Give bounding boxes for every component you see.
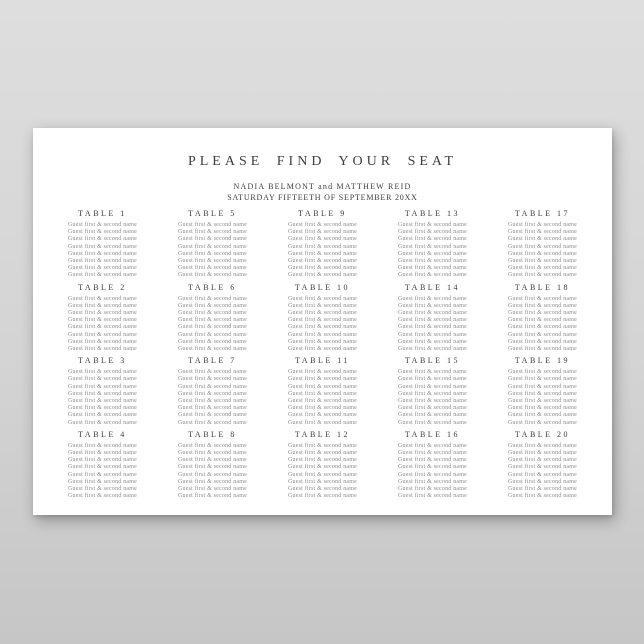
guest-name-line: Guest first & second name — [288, 302, 357, 309]
guest-name-line: Guest first & second name — [288, 376, 357, 383]
guest-name-line: Guest first & second name — [508, 464, 577, 471]
guest-name-line: Guest first & second name — [398, 236, 467, 243]
guest-name-line: Guest first & second name — [398, 295, 467, 302]
guest-name-line: Guest first & second name — [178, 405, 247, 412]
guest-name-line: Guest first & second name — [508, 478, 577, 485]
table-label: TABLE 20 — [514, 429, 571, 439]
table-block — [273, 356, 373, 427]
guest-name-line: Guest first & second name — [508, 229, 577, 236]
guest-name-line: Guest first & second name — [398, 346, 467, 353]
guest-name-line: Guest first & second name — [398, 457, 467, 464]
guest-name-line: Guest first & second name — [178, 295, 247, 302]
guest-name-line: Guest first & second name — [508, 376, 577, 383]
table-block — [493, 283, 593, 354]
guest-name-line: Guest first & second name — [178, 464, 247, 471]
guest-name-line: Guest first & second name — [288, 450, 357, 457]
guest-name-line: Guest first & second name — [68, 229, 137, 236]
guest-name-line: Guest first & second name — [398, 250, 467, 257]
guest-name-line: Guest first & second name — [288, 486, 357, 493]
event-date: SATURDAY FIFTEETH OF SEPTEMBER 20XX — [227, 193, 418, 202]
guest-name-line: Guest first & second name — [288, 310, 357, 317]
guest-name-line: Guest first & second name — [508, 243, 577, 250]
guest-name-line: Guest first & second name — [178, 258, 247, 265]
guest-name-line: Guest first & second name — [68, 412, 137, 419]
guest-name-line: Guest first & second name — [398, 464, 467, 471]
guest-name-line: Guest first & second name — [68, 295, 137, 302]
guest-list — [53, 443, 153, 501]
guest-name-line: Guest first & second name — [178, 390, 247, 397]
guest-name-line: Guest first & second name — [68, 236, 137, 243]
guest-name-line: Guest first & second name — [288, 369, 357, 376]
guest-name-line: Guest first & second name — [508, 471, 577, 478]
guest-name-line: Guest first & second name — [398, 405, 467, 412]
guest-name-line: Guest first & second name — [288, 222, 357, 228]
guest-name-line: Guest first & second name — [398, 398, 467, 405]
guest-name-line: Guest first & second name — [68, 450, 137, 457]
guest-name-line: Guest first & second name — [68, 405, 137, 412]
guest-name-line: Guest first & second name — [178, 236, 247, 243]
guest-name-line: Guest first & second name — [288, 390, 357, 397]
guest-name-line: Guest first & second name — [508, 419, 577, 426]
table-block — [53, 430, 153, 501]
guest-list — [163, 296, 263, 354]
guest-list — [273, 222, 373, 280]
guest-name-line: Guest first & second name — [398, 478, 467, 485]
guest-name-line: Guest first & second name — [68, 390, 137, 397]
table-block — [493, 209, 593, 280]
guest-name-line: Guest first & second name — [288, 346, 357, 353]
couple-names: NADIA BELMONT and MATTHEW REID — [233, 182, 412, 191]
guest-name-line: Guest first & second name — [288, 412, 357, 419]
table-label: TABLE 7 — [188, 356, 237, 366]
guest-name-line: Guest first & second name — [288, 493, 357, 500]
table-block — [53, 209, 153, 280]
table-label: TABLE 18 — [514, 282, 571, 292]
table-label: TABLE 3 — [78, 356, 127, 366]
guest-name-line: Guest first & second name — [288, 295, 357, 302]
guest-name-line: Guest first & second name — [508, 383, 577, 390]
guest-name-line: Guest first & second name — [68, 419, 137, 426]
guest-name-line: Guest first & second name — [68, 324, 137, 331]
guest-name-line: Guest first & second name — [398, 302, 467, 309]
table-label: TABLE 1 — [78, 209, 127, 218]
guest-name-line: Guest first & second name — [178, 478, 247, 485]
guest-list — [383, 296, 483, 354]
guest-name-line: Guest first & second name — [178, 272, 247, 279]
guest-list — [493, 222, 593, 280]
guest-name-line: Guest first & second name — [68, 471, 137, 478]
guest-list — [273, 443, 373, 501]
table-label: TABLE 11 — [295, 356, 350, 366]
guest-name-line: Guest first & second name — [398, 369, 467, 376]
guest-name-line: Guest first & second name — [178, 412, 247, 419]
guest-name-line: Guest first & second name — [288, 464, 357, 471]
guest-name-line: Guest first & second name — [398, 471, 467, 478]
guest-name-line: Guest first & second name — [398, 272, 467, 279]
guest-name-line: Guest first & second name — [398, 383, 467, 390]
table-label: TABLE 5 — [188, 209, 237, 218]
guest-name-line: Guest first & second name — [178, 369, 247, 376]
guest-name-line: Guest first & second name — [288, 338, 357, 345]
guest-name-line: Guest first & second name — [288, 471, 357, 478]
guest-name-line: Guest first & second name — [68, 457, 137, 464]
guest-list — [273, 369, 373, 427]
guest-name-line: Guest first & second name — [68, 486, 137, 493]
guest-name-line: Guest first & second name — [68, 222, 137, 228]
guest-name-line: Guest first & second name — [68, 442, 137, 449]
table-label: TABLE 16 — [404, 429, 461, 439]
table-label: TABLE 13 — [404, 209, 461, 218]
guest-name-line: Guest first & second name — [508, 272, 577, 279]
guest-list — [493, 369, 593, 427]
table-block — [273, 209, 373, 280]
guest-name-line: Guest first & second name — [288, 265, 357, 272]
table-label: TABLE 9 — [298, 209, 347, 218]
table-label: TABLE 19 — [514, 356, 571, 366]
guest-name-line: Guest first & second name — [178, 376, 247, 383]
guest-name-line: Guest first & second name — [288, 272, 357, 279]
guest-name-line: Guest first & second name — [68, 478, 137, 485]
guest-name-line: Guest first & second name — [178, 265, 247, 272]
table-label: TABLE 2 — [78, 282, 127, 292]
guest-name-line: Guest first & second name — [178, 331, 247, 338]
guest-name-line: Guest first & second name — [68, 369, 137, 376]
guest-name-line: Guest first & second name — [398, 390, 467, 397]
guest-name-line: Guest first & second name — [178, 442, 247, 449]
table-block — [383, 356, 483, 427]
guest-name-line: Guest first & second name — [288, 324, 357, 331]
guest-list — [383, 369, 483, 427]
guest-list — [53, 296, 153, 354]
table-label: TABLE 6 — [188, 282, 237, 292]
guest-name-line: Guest first & second name — [398, 324, 467, 331]
table-label: TABLE 14 — [404, 282, 461, 292]
guest-name-line: Guest first & second name — [68, 243, 137, 250]
guest-list — [383, 222, 483, 280]
guest-name-line: Guest first & second name — [398, 258, 467, 265]
guest-name-line: Guest first & second name — [68, 258, 137, 265]
guest-list — [493, 296, 593, 354]
guest-name-line: Guest first & second name — [178, 450, 247, 457]
guest-name-line: Guest first & second name — [178, 419, 247, 426]
guest-name-line: Guest first & second name — [68, 331, 137, 338]
guest-name-line: Guest first & second name — [68, 338, 137, 345]
guest-name-line: Guest first & second name — [398, 412, 467, 419]
guest-name-line: Guest first & second name — [68, 265, 137, 272]
guest-name-line: Guest first & second name — [508, 310, 577, 317]
guest-name-line: Guest first & second name — [508, 369, 577, 376]
guest-name-line: Guest first & second name — [398, 310, 467, 317]
guest-list — [163, 443, 263, 501]
guest-name-line: Guest first & second name — [178, 346, 247, 353]
guest-name-line: Guest first & second name — [398, 442, 467, 449]
guest-name-line: Guest first & second name — [288, 243, 357, 250]
guest-name-line: Guest first & second name — [508, 398, 577, 405]
guest-list — [493, 443, 593, 501]
tables-grid — [53, 209, 593, 501]
guest-name-line: Guest first & second name — [178, 222, 247, 228]
guest-name-line: Guest first & second name — [178, 324, 247, 331]
guest-name-line: Guest first & second name — [398, 450, 467, 457]
guest-name-line: Guest first & second name — [178, 310, 247, 317]
guest-name-line: Guest first & second name — [68, 346, 137, 353]
table-label: TABLE 8 — [188, 429, 237, 439]
table-label: TABLE 15 — [404, 356, 461, 366]
guest-name-line: Guest first & second name — [178, 302, 247, 309]
table-label: TABLE 10 — [294, 282, 351, 292]
guest-list — [163, 369, 263, 427]
guest-list — [163, 222, 263, 280]
guest-name-line: Guest first & second name — [398, 317, 467, 324]
guest-name-line: Guest first & second name — [398, 229, 467, 236]
guest-name-line: Guest first & second name — [398, 265, 467, 272]
table-block — [273, 283, 373, 354]
guest-name-line: Guest first & second name — [178, 493, 247, 500]
guest-name-line: Guest first & second name — [68, 383, 137, 390]
guest-name-line: Guest first & second name — [288, 383, 357, 390]
guest-name-line: Guest first & second name — [178, 471, 247, 478]
table-block — [493, 430, 593, 501]
guest-name-line: Guest first & second name — [288, 398, 357, 405]
guest-list — [383, 443, 483, 501]
guest-name-line: Guest first & second name — [508, 486, 577, 493]
table-block — [163, 283, 263, 354]
guest-name-line: Guest first & second name — [508, 390, 577, 397]
guest-name-line: Guest first & second name — [288, 229, 357, 236]
guest-name-line: Guest first & second name — [398, 243, 467, 250]
table-block — [383, 209, 483, 280]
guest-name-line: Guest first & second name — [288, 457, 357, 464]
guest-name-line: Guest first & second name — [508, 450, 577, 457]
guest-name-line: Guest first & second name — [508, 317, 577, 324]
guest-name-line: Guest first & second name — [508, 493, 577, 500]
guest-name-line: Guest first & second name — [508, 302, 577, 309]
guest-name-line: Guest first & second name — [68, 310, 137, 317]
guest-name-line: Guest first & second name — [68, 376, 137, 383]
seating-chart-poster — [33, 128, 612, 515]
table-block — [383, 283, 483, 354]
table-block — [163, 209, 263, 280]
guest-name-line: Guest first & second name — [288, 331, 357, 338]
guest-name-line: Guest first & second name — [398, 222, 467, 228]
table-block — [383, 430, 483, 501]
guest-name-line: Guest first & second name — [398, 419, 467, 426]
guest-name-line: Guest first & second name — [508, 405, 577, 412]
table-block — [493, 356, 593, 427]
guest-name-line: Guest first & second name — [178, 250, 247, 257]
guest-name-line: Guest first & second name — [178, 486, 247, 493]
guest-name-line: Guest first & second name — [178, 398, 247, 405]
guest-name-line: Guest first & second name — [288, 405, 357, 412]
guest-name-line: Guest first & second name — [288, 317, 357, 324]
table-block — [53, 356, 153, 427]
guest-name-line: Guest first & second name — [68, 272, 137, 279]
guest-name-line: Guest first & second name — [288, 236, 357, 243]
guest-name-line: Guest first & second name — [508, 457, 577, 464]
guest-name-line: Guest first & second name — [68, 250, 137, 257]
table-block — [163, 356, 263, 427]
guest-name-line: Guest first & second name — [398, 493, 467, 500]
guest-name-line: Guest first & second name — [68, 464, 137, 471]
guest-name-line: Guest first & second name — [68, 317, 137, 324]
table-label: TABLE 17 — [514, 209, 571, 218]
guest-name-line: Guest first & second name — [288, 442, 357, 449]
guest-name-line: Guest first & second name — [288, 419, 357, 426]
guest-name-line: Guest first & second name — [398, 338, 467, 345]
guest-name-line: Guest first & second name — [178, 383, 247, 390]
guest-name-line: Guest first & second name — [398, 376, 467, 383]
guest-name-line: Guest first & second name — [508, 324, 577, 331]
guest-name-line: Guest first & second name — [178, 457, 247, 464]
guest-name-line: Guest first & second name — [398, 331, 467, 338]
table-block — [53, 283, 153, 354]
guest-name-line: Guest first & second name — [178, 229, 247, 236]
guest-name-line: Guest first & second name — [178, 317, 247, 324]
guest-list — [53, 222, 153, 280]
guest-name-line: Guest first & second name — [508, 265, 577, 272]
table-block — [163, 430, 263, 501]
guest-name-line: Guest first & second name — [508, 412, 577, 419]
guest-name-line: Guest first & second name — [288, 478, 357, 485]
guest-name-line: Guest first & second name — [288, 250, 357, 257]
table-label: TABLE 12 — [294, 429, 351, 439]
guest-name-line: Guest first & second name — [178, 338, 247, 345]
guest-list — [273, 296, 373, 354]
guest-name-line: Guest first & second name — [288, 258, 357, 265]
guest-name-line: Guest first & second name — [68, 493, 137, 500]
poster-title: PLEASE FIND YOUR SEAT — [187, 154, 458, 169]
guest-name-line: Guest first & second name — [508, 258, 577, 265]
guest-name-line: Guest first & second name — [178, 243, 247, 250]
guest-name-line: Guest first & second name — [68, 398, 137, 405]
guest-name-line: Guest first & second name — [68, 302, 137, 309]
guest-name-line: Guest first & second name — [508, 236, 577, 243]
guest-name-line: Guest first & second name — [508, 295, 577, 302]
table-label: TABLE 4 — [78, 429, 127, 439]
guest-list — [53, 369, 153, 427]
guest-name-line: Guest first & second name — [508, 346, 577, 353]
table-block — [273, 430, 373, 501]
guest-name-line: Guest first & second name — [508, 442, 577, 449]
guest-name-line: Guest first & second name — [508, 338, 577, 345]
guest-name-line: Guest first & second name — [508, 331, 577, 338]
guest-name-line: Guest first & second name — [508, 222, 577, 228]
guest-name-line: Guest first & second name — [508, 250, 577, 257]
guest-name-line: Guest first & second name — [398, 486, 467, 493]
